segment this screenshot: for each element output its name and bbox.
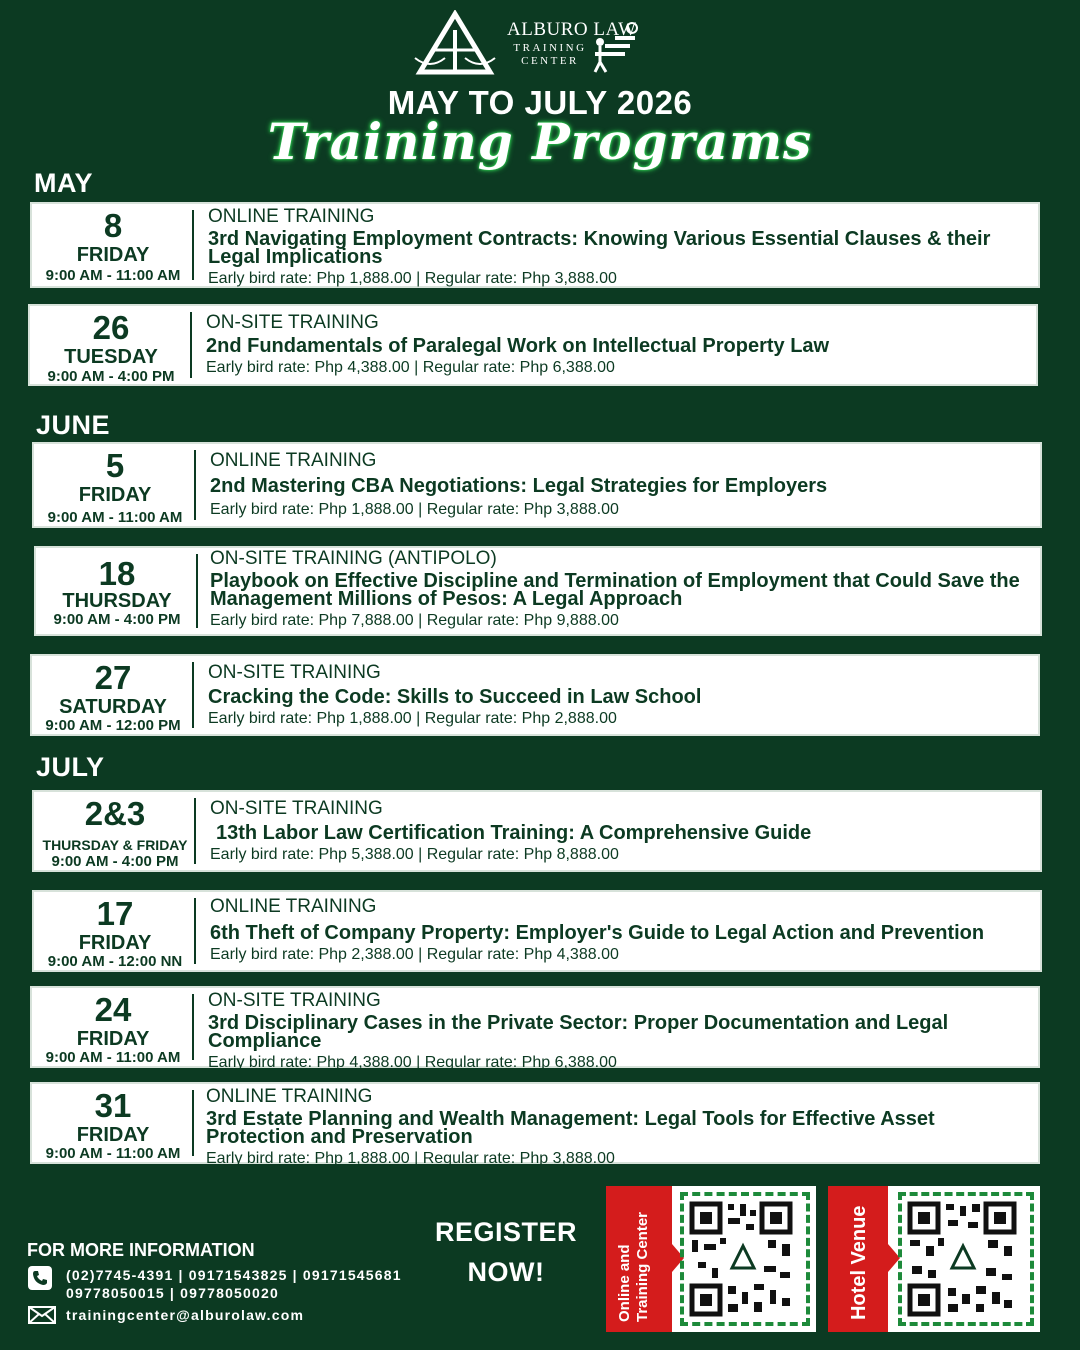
divider — [192, 662, 194, 728]
event-type: ON-SITE TRAINING — [206, 312, 379, 333]
event-rates: Early bird rate: Php 7,888.00 | Regular rate: Php 9,888.00 — [210, 612, 619, 629]
event-rates: Early bird rate: Php 2,388.00 | Regular rate: Php 4,388.00 — [210, 946, 619, 963]
qr-online-label — [616, 1212, 652, 1322]
event-card[interactable] — [32, 790, 1042, 872]
event-card[interactable] — [34, 546, 1042, 636]
qr-hotel-label: Hotel Venue — [848, 1205, 870, 1320]
event-title: 6th Theft of Company Property: Employer's Guide to Legal Action and Prevention — [210, 922, 985, 944]
event-title: Cracking the Code: Skills to Succeed in Law School — [208, 686, 702, 708]
event-title: 3rd Estate Planning and Wealth Management: Legal Tools for Effective Asset Protection and Preservation — [206, 1108, 935, 1148]
event-time: 9:00 AM - 12:00 NN — [47, 953, 183, 970]
event-weekday: FRIDAY — [78, 484, 152, 506]
brand-sub-line1: TRAINING — [513, 42, 587, 54]
brand-logo — [410, 10, 650, 76]
email-address[interactable]: trainingcenter@alburolaw.com — [66, 1307, 305, 1323]
month-heading-may: MAY — [34, 168, 94, 198]
event-weekday: THURSDAY — [62, 590, 172, 612]
page-title: MAY TO JULY 2026 — [387, 84, 693, 121]
divider — [192, 994, 194, 1060]
month-heading-june: JUNE — [36, 410, 111, 440]
qr-tab — [606, 1186, 672, 1332]
event-day: 5 — [105, 447, 125, 484]
event-title: Playbook on Effective Discipline and Termination of Employment that Could Save the Management Millions of Pesos: A Legal Approach — [210, 570, 1020, 610]
divider — [192, 1090, 194, 1156]
event-weekday: FRIDAY — [76, 1028, 150, 1050]
brand-name: ALBURO LAW — [507, 19, 637, 40]
divider — [194, 898, 196, 964]
event-day: 2&3 — [84, 795, 146, 832]
qr-code-icon — [684, 1196, 798, 1322]
event-weekday: SATURDAY — [59, 696, 167, 718]
event-time: 9:00 AM - 4:00 PM — [53, 611, 181, 628]
event-type: ONLINE TRAINING — [210, 896, 377, 917]
event-time: 9:00 AM - 11:00 AM — [45, 267, 181, 284]
event-info — [210, 896, 1030, 964]
event-info — [210, 450, 1030, 519]
event-card[interactable] — [30, 986, 1040, 1071]
event-date — [34, 792, 196, 870]
event-date — [34, 444, 196, 526]
phone-icon — [28, 1266, 52, 1290]
phone-line-1: (02)7745-4391 | 09171543825 | 09171545681 — [66, 1267, 402, 1283]
event-card[interactable] — [28, 304, 1038, 386]
event-rates: Early bird rate: Php 5,388.00 | Regular rate: Php 8,888.00 — [210, 846, 619, 863]
event-info — [210, 798, 1030, 864]
event-info — [210, 548, 1030, 630]
qr-code-icon — [902, 1196, 1022, 1322]
event-weekday: FRIDAY — [78, 932, 152, 954]
event-date — [34, 892, 196, 970]
page-subtitle: Training Programs — [267, 112, 813, 171]
qr-frame — [898, 1192, 1034, 1326]
event-time: 9:00 AM - 4:00 PM — [47, 368, 175, 385]
event-date — [32, 1084, 194, 1162]
event-info — [206, 312, 1026, 377]
event-card[interactable] — [30, 1082, 1040, 1167]
event-date — [30, 306, 192, 384]
event-rates: Early bird rate: Php 1,888.00 | Regular rate: Php 2,888.00 — [208, 710, 617, 727]
qr-online-training[interactable] — [606, 1186, 816, 1332]
brand-sub — [505, 42, 595, 68]
event-day: 18 — [98, 555, 136, 592]
event-info — [208, 990, 1028, 1072]
event-card[interactable] — [30, 202, 1040, 288]
event-date — [32, 656, 194, 734]
event-card[interactable] — [32, 442, 1042, 528]
event-weekday: TUESDAY — [64, 346, 158, 368]
register-line-1: REGISTER — [434, 1217, 578, 1247]
event-time: 9:00 AM - 11:00 AM — [45, 1145, 181, 1162]
event-type: ONLINE TRAINING — [210, 450, 377, 471]
event-date — [32, 988, 194, 1066]
phone-line-2: 09778050015 | 09778050020 — [66, 1285, 279, 1301]
event-time: 9:00 AM - 11:00 AM — [45, 1049, 181, 1066]
qr-frame — [680, 1192, 810, 1326]
event-title: 3rd Navigating Employment Contracts: Knowing Various Essential Clauses & their Legal Implications — [208, 228, 991, 268]
divider — [192, 210, 194, 280]
event-type: ON-SITE TRAINING — [208, 662, 381, 683]
event-weekday: FRIDAY — [76, 244, 150, 266]
event-time: 9:00 AM - 4:00 PM — [51, 853, 179, 870]
qr-hotel-venue[interactable] — [828, 1186, 1040, 1332]
event-day: 31 — [94, 1087, 132, 1124]
event-type: ON-SITE TRAINING — [208, 990, 381, 1011]
event-type: ON-SITE TRAINING — [210, 798, 383, 819]
event-weekday: THURSDAY & FRIDAY — [42, 837, 188, 853]
divider — [190, 312, 192, 378]
phone-numbers — [66, 1266, 402, 1302]
event-type: ON-SITE TRAINING (ANTIPOLO) — [210, 548, 497, 569]
event-info — [208, 662, 1028, 728]
event-title: 3rd Disciplinary Cases in the Private Sector: Proper Documentation and Legal Compliance — [208, 1012, 949, 1052]
divider — [196, 554, 198, 628]
qr-tab — [828, 1186, 888, 1332]
event-rates: Early bird rate: Php 1,888.00 | Regular rate: Php 3,888.00 — [210, 501, 619, 518]
qr-online-label-line2: Training Center — [634, 1211, 651, 1322]
info-heading: FOR MORE INFORMATION — [27, 1240, 255, 1260]
event-weekday: FRIDAY — [76, 1124, 150, 1146]
event-time: 9:00 AM - 11:00 AM — [47, 509, 183, 526]
event-info — [208, 206, 1028, 288]
event-title: 2nd Fundamentals of Paralegal Work on Intellectual Property Law — [206, 335, 830, 357]
event-rates: Early bird rate: Php 1,888.00 | Regular rate: Php 3,888.00 — [208, 270, 617, 287]
event-day: 26 — [92, 309, 130, 346]
qr-online-label-line1: Online and — [616, 1244, 633, 1322]
event-info — [206, 1086, 1028, 1168]
event-title: 13th Labor Law Certification Training: A Comprehensive Guide — [216, 822, 812, 844]
event-type: ONLINE TRAINING — [206, 1086, 373, 1107]
event-day: 24 — [94, 991, 132, 1028]
event-rates: Early bird rate: Php 1,888.00 | Regular rate: Php 3,888.00 — [206, 1150, 615, 1167]
divider — [194, 450, 196, 520]
event-date — [32, 204, 194, 286]
event-date — [36, 548, 198, 634]
event-card[interactable] — [32, 890, 1042, 972]
register-line-2: NOW! — [467, 1257, 545, 1287]
event-time: 9:00 AM - 12:00 PM — [45, 717, 181, 734]
event-card[interactable] — [30, 654, 1040, 736]
event-day: 27 — [94, 659, 132, 696]
event-type: ONLINE TRAINING — [208, 206, 375, 227]
divider — [194, 798, 196, 864]
brand-sub-line2: CENTER — [521, 55, 579, 67]
mail-icon — [28, 1306, 56, 1324]
event-day: 8 — [103, 207, 123, 244]
event-rates: Early bird rate: Php 4,388.00 | Regular rate: Php 6,388.00 — [208, 1054, 617, 1071]
event-title: 2nd Mastering CBA Negotiations: Legal Strategies for Employers — [210, 475, 828, 497]
month-heading-july: JULY — [36, 752, 105, 782]
register-now — [432, 1212, 580, 1292]
event-rates: Early bird rate: Php 4,388.00 | Regular rate: Php 6,388.00 — [206, 359, 615, 376]
event-day: 17 — [96, 895, 134, 932]
